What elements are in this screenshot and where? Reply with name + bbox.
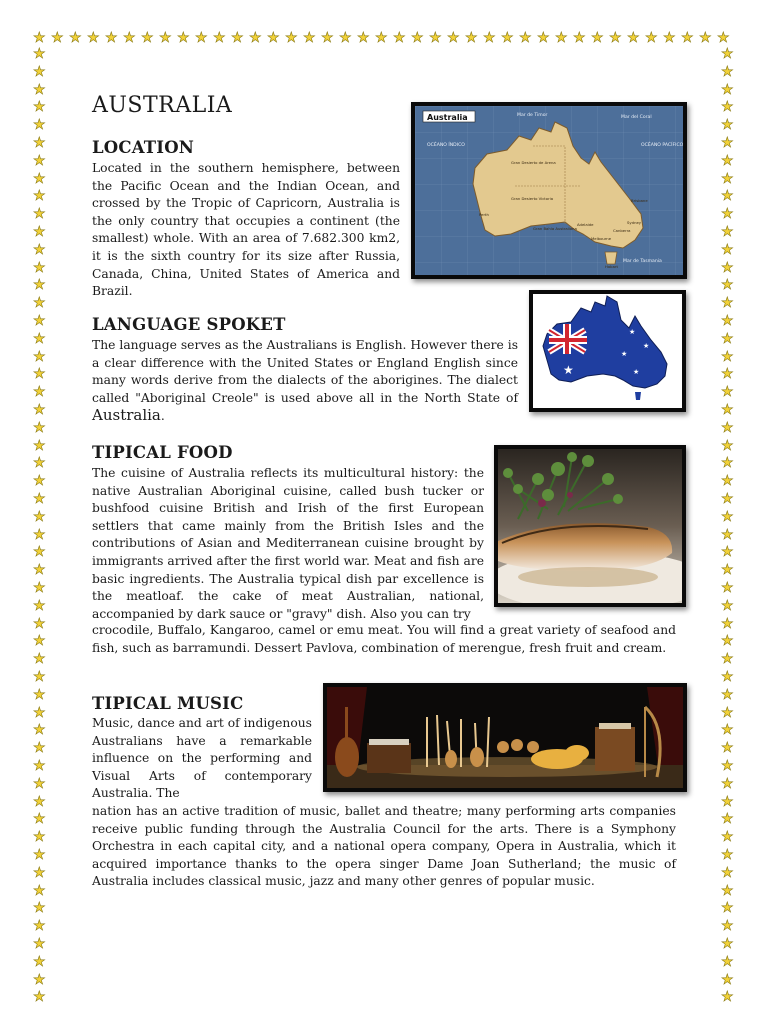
language-paragraph: The language serves as the Australians is English. However there is a clear difference with the United States or England English since many words derive from the dialects of the aborigines. The dialect called "Aboriginal Creole" is used above all in the North State of Australia. bbox=[92, 338, 518, 425]
star-icon: ★ bbox=[721, 366, 734, 382]
svg-text:Mar de Timor: Mar de Timor bbox=[517, 113, 548, 118]
star-icon: ★ bbox=[33, 349, 46, 365]
star-icon: ★ bbox=[721, 722, 734, 738]
star-icon: ★ bbox=[721, 349, 734, 365]
star-icon: ★ bbox=[33, 509, 46, 525]
star-icon: ★ bbox=[33, 865, 46, 881]
star-icon: ★ bbox=[105, 30, 118, 46]
star-icon: ★ bbox=[645, 30, 658, 46]
star-icon: ★ bbox=[721, 687, 734, 703]
star-icon: ★ bbox=[33, 811, 46, 827]
star-icon: ★ bbox=[721, 171, 734, 187]
star-icon: ★ bbox=[33, 740, 46, 756]
star-icon: ★ bbox=[33, 206, 46, 222]
star-icon: ★ bbox=[33, 242, 46, 258]
star-icon: ★ bbox=[33, 420, 46, 436]
language-heading: LANGUAGE SPOKET bbox=[92, 315, 286, 334]
star-icon: ★ bbox=[33, 402, 46, 418]
svg-text:★: ★ bbox=[633, 368, 640, 376]
star-icon: ★ bbox=[721, 669, 734, 685]
instruments-stage-image bbox=[323, 683, 687, 792]
star-icon: ★ bbox=[33, 188, 46, 204]
star-icon: ★ bbox=[33, 117, 46, 133]
star-icon: ★ bbox=[721, 509, 734, 525]
star-icon: ★ bbox=[721, 972, 734, 988]
star-icon: ★ bbox=[721, 331, 734, 347]
star-icon: ★ bbox=[33, 562, 46, 578]
star-icon: ★ bbox=[249, 30, 262, 46]
star-icon: ★ bbox=[555, 30, 568, 46]
star-icon: ★ bbox=[721, 46, 734, 62]
star-icon: ★ bbox=[721, 242, 734, 258]
svg-text:Mar de Tasmania: Mar de Tasmania bbox=[623, 259, 662, 264]
star-icon: ★ bbox=[721, 153, 734, 169]
star-icon: ★ bbox=[721, 598, 734, 614]
star-icon: ★ bbox=[33, 384, 46, 400]
star-icon: ★ bbox=[177, 30, 190, 46]
svg-text:★: ★ bbox=[563, 363, 574, 377]
star-icon: ★ bbox=[721, 99, 734, 115]
star-icon: ★ bbox=[721, 135, 734, 151]
star-icon: ★ bbox=[721, 705, 734, 721]
star-icon: ★ bbox=[721, 776, 734, 792]
star-icon: ★ bbox=[33, 277, 46, 293]
food-paragraph-continued: crocodile, Buffalo, Kangaroo, camel or emu meat. You will find a great variety of seafood and fish, such as barramundi. Dessert Pavlova, combination of merengue, fresh fruit and cream. bbox=[92, 623, 676, 655]
star-icon: ★ bbox=[159, 30, 172, 46]
star-icon: ★ bbox=[33, 153, 46, 169]
star-icon: ★ bbox=[33, 954, 46, 970]
svg-text:OCÉANO PACÍFICO: OCÉANO PACÍFICO bbox=[641, 143, 683, 148]
star-icon: ★ bbox=[721, 455, 734, 471]
star-icon: ★ bbox=[721, 384, 734, 400]
star-icon: ★ bbox=[721, 616, 734, 632]
star-icon: ★ bbox=[721, 883, 734, 899]
star-icon: ★ bbox=[33, 936, 46, 952]
star-icon: ★ bbox=[33, 30, 46, 46]
star-icon: ★ bbox=[721, 473, 734, 489]
star-icon: ★ bbox=[721, 420, 734, 436]
star-icon: ★ bbox=[33, 473, 46, 489]
star-icon: ★ bbox=[33, 366, 46, 382]
star-icon: ★ bbox=[663, 30, 676, 46]
star-icon: ★ bbox=[699, 30, 712, 46]
star-icon: ★ bbox=[721, 758, 734, 774]
star-icon: ★ bbox=[33, 651, 46, 667]
star-icon: ★ bbox=[141, 30, 154, 46]
star-icon: ★ bbox=[33, 829, 46, 845]
music-paragraph: Music, dance and art of indigenous Australians have a remarkable influence on the performing and Visual Arts of contemporary Australia. The bbox=[92, 716, 312, 801]
star-icon: ★ bbox=[285, 30, 298, 46]
star-icon: ★ bbox=[303, 30, 316, 46]
star-icon: ★ bbox=[33, 135, 46, 151]
australia-map-image bbox=[411, 102, 687, 279]
star-icon: ★ bbox=[33, 883, 46, 899]
star-icon: ★ bbox=[573, 30, 586, 46]
star-icon: ★ bbox=[721, 402, 734, 418]
music-heading: TIPICAL MUSIC bbox=[92, 694, 244, 713]
star-icon: ★ bbox=[721, 580, 734, 596]
star-icon: ★ bbox=[393, 30, 406, 46]
star-icon: ★ bbox=[721, 989, 734, 1005]
star-icon: ★ bbox=[33, 64, 46, 80]
star-icon: ★ bbox=[33, 633, 46, 649]
star-icon: ★ bbox=[33, 776, 46, 792]
star-icon: ★ bbox=[33, 580, 46, 596]
star-icon: ★ bbox=[33, 918, 46, 934]
svg-text:★: ★ bbox=[621, 350, 628, 358]
star-icon: ★ bbox=[721, 438, 734, 454]
star-icon: ★ bbox=[33, 544, 46, 560]
star-icon: ★ bbox=[33, 900, 46, 916]
star-icon: ★ bbox=[721, 811, 734, 827]
star-icon: ★ bbox=[33, 295, 46, 311]
star-icon: ★ bbox=[627, 30, 640, 46]
star-icon: ★ bbox=[213, 30, 226, 46]
star-icon: ★ bbox=[33, 46, 46, 62]
location-paragraph: Located in the southern hemisphere, between the Pacific Ocean and the Indian Ocean, and crossed by the Tropic of Capricorn, Australia is the only country that occupies a continent (the smallest) whole. With an area of 7.682.300 km2, it is the sixth country for its size after Russia, Canada, China, United States of America and Brazil. bbox=[92, 161, 400, 299]
svg-text:Gran Bahía Australiana: Gran Bahía Australiana bbox=[533, 226, 577, 231]
star-icon: ★ bbox=[51, 30, 64, 46]
star-icon: ★ bbox=[33, 598, 46, 614]
star-icon: ★ bbox=[33, 171, 46, 187]
star-icon: ★ bbox=[267, 30, 280, 46]
star-icon: ★ bbox=[721, 491, 734, 507]
star-icon: ★ bbox=[721, 295, 734, 311]
star-icon: ★ bbox=[609, 30, 622, 46]
star-icon: ★ bbox=[411, 30, 424, 46]
star-icon: ★ bbox=[321, 30, 334, 46]
star-icon: ★ bbox=[721, 188, 734, 204]
star-icon: ★ bbox=[721, 829, 734, 845]
food-paragraph: The cuisine of Australia reflects its multicultural history: the native Australian Aboriginal cuisine, called bush tucker or bushfood cuisine British and Irish of the first European settlers that came mainly from the British Isles and the contributions of Asian and Mediterranean cuisine brought by immigrants arrived after the first world war. Meat and fish are basic ingredients. The Australia typical dish par excellence is the meatloaf. the cake of meat Australian, national, accompanied by dark sauce or "gravy" dish. Also you can try bbox=[92, 466, 484, 621]
star-icon: ★ bbox=[123, 30, 136, 46]
star-icon: ★ bbox=[33, 491, 46, 507]
star-icon: ★ bbox=[681, 30, 694, 46]
svg-text:Gran Desierto Victoria: Gran Desierto Victoria bbox=[511, 196, 554, 201]
star-icon: ★ bbox=[231, 30, 244, 46]
star-icon: ★ bbox=[33, 527, 46, 543]
svg-text:Gran Desierto de Arena: Gran Desierto de Arena bbox=[511, 160, 556, 165]
star-icon: ★ bbox=[721, 794, 734, 810]
music-paragraph-continued: nation has an active tradition of music, ballet and theatre; many performing arts companies receive public funding through the Australia Council for the arts. There is a Symphony Orchestra in each capital city, and a national opera company, Opera in Australia, which it acquired importance thanks to the opera singer Dame Joan Sutherland; the music of Australia includes classical music, jazz and many other genres of popular music. bbox=[92, 804, 676, 889]
star-icon: ★ bbox=[375, 30, 388, 46]
star-icon: ★ bbox=[501, 30, 514, 46]
svg-text:★: ★ bbox=[643, 342, 650, 350]
star-icon: ★ bbox=[721, 224, 734, 240]
star-icon: ★ bbox=[33, 455, 46, 471]
svg-text:Mar del Coral: Mar del Coral bbox=[621, 115, 652, 120]
star-icon: ★ bbox=[721, 900, 734, 916]
star-icon: ★ bbox=[721, 260, 734, 276]
star-icon: ★ bbox=[33, 669, 46, 685]
fish-dish-image bbox=[494, 445, 686, 607]
star-icon: ★ bbox=[33, 331, 46, 347]
star-icon: ★ bbox=[721, 936, 734, 952]
svg-text:Perth: Perth bbox=[479, 212, 489, 217]
star-icon: ★ bbox=[195, 30, 208, 46]
star-icon: ★ bbox=[721, 64, 734, 80]
star-icon: ★ bbox=[721, 918, 734, 934]
svg-text:Melbourne: Melbourne bbox=[591, 236, 612, 241]
star-icon: ★ bbox=[33, 99, 46, 115]
star-icon: ★ bbox=[33, 82, 46, 98]
svg-text:Hobart: Hobart bbox=[605, 264, 618, 269]
star-icon: ★ bbox=[717, 30, 730, 46]
star-icon: ★ bbox=[721, 562, 734, 578]
star-icon: ★ bbox=[33, 794, 46, 810]
star-icon: ★ bbox=[721, 847, 734, 863]
star-icon: ★ bbox=[721, 544, 734, 560]
location-heading: LOCATION bbox=[92, 138, 195, 157]
food-heading: TIPICAL FOOD bbox=[92, 443, 233, 462]
star-icon: ★ bbox=[519, 30, 532, 46]
australia-flag-map-image bbox=[529, 290, 686, 412]
star-icon: ★ bbox=[721, 117, 734, 133]
page-title: AUSTRALIA bbox=[92, 93, 233, 118]
star-icon: ★ bbox=[591, 30, 604, 46]
star-icon: ★ bbox=[465, 30, 478, 46]
star-icon: ★ bbox=[721, 82, 734, 98]
map-title-label: Australia bbox=[427, 113, 468, 122]
star-icon: ★ bbox=[721, 865, 734, 881]
star-icon: ★ bbox=[33, 758, 46, 774]
star-icon: ★ bbox=[537, 30, 550, 46]
star-icon: ★ bbox=[721, 277, 734, 293]
star-icon: ★ bbox=[447, 30, 460, 46]
svg-text:Adelaide: Adelaide bbox=[577, 222, 594, 227]
star-icon: ★ bbox=[721, 740, 734, 756]
star-icon: ★ bbox=[339, 30, 352, 46]
star-icon: ★ bbox=[483, 30, 496, 46]
star-icon: ★ bbox=[357, 30, 370, 46]
star-icon: ★ bbox=[33, 616, 46, 632]
star-icon: ★ bbox=[721, 313, 734, 329]
svg-text:Canberra: Canberra bbox=[613, 228, 631, 233]
svg-text:★: ★ bbox=[629, 328, 636, 336]
star-icon: ★ bbox=[33, 705, 46, 721]
star-icon: ★ bbox=[33, 260, 46, 276]
star-icon: ★ bbox=[87, 30, 100, 46]
star-icon: ★ bbox=[33, 989, 46, 1005]
star-icon: ★ bbox=[33, 847, 46, 863]
star-icon: ★ bbox=[33, 722, 46, 738]
star-icon: ★ bbox=[721, 527, 734, 543]
star-icon: ★ bbox=[429, 30, 442, 46]
star-icon: ★ bbox=[33, 224, 46, 240]
star-icon: ★ bbox=[721, 633, 734, 649]
star-icon: ★ bbox=[721, 206, 734, 222]
star-icon: ★ bbox=[721, 651, 734, 667]
star-icon: ★ bbox=[69, 30, 82, 46]
star-icon: ★ bbox=[33, 313, 46, 329]
svg-text:Brisbane: Brisbane bbox=[631, 198, 648, 203]
star-icon: ★ bbox=[33, 687, 46, 703]
svg-text:Sydney: Sydney bbox=[627, 220, 642, 225]
svg-text:OCÉANO ÍNDICO: OCÉANO ÍNDICO bbox=[427, 143, 465, 148]
star-icon: ★ bbox=[721, 954, 734, 970]
star-icon: ★ bbox=[33, 972, 46, 988]
star-icon: ★ bbox=[33, 438, 46, 454]
